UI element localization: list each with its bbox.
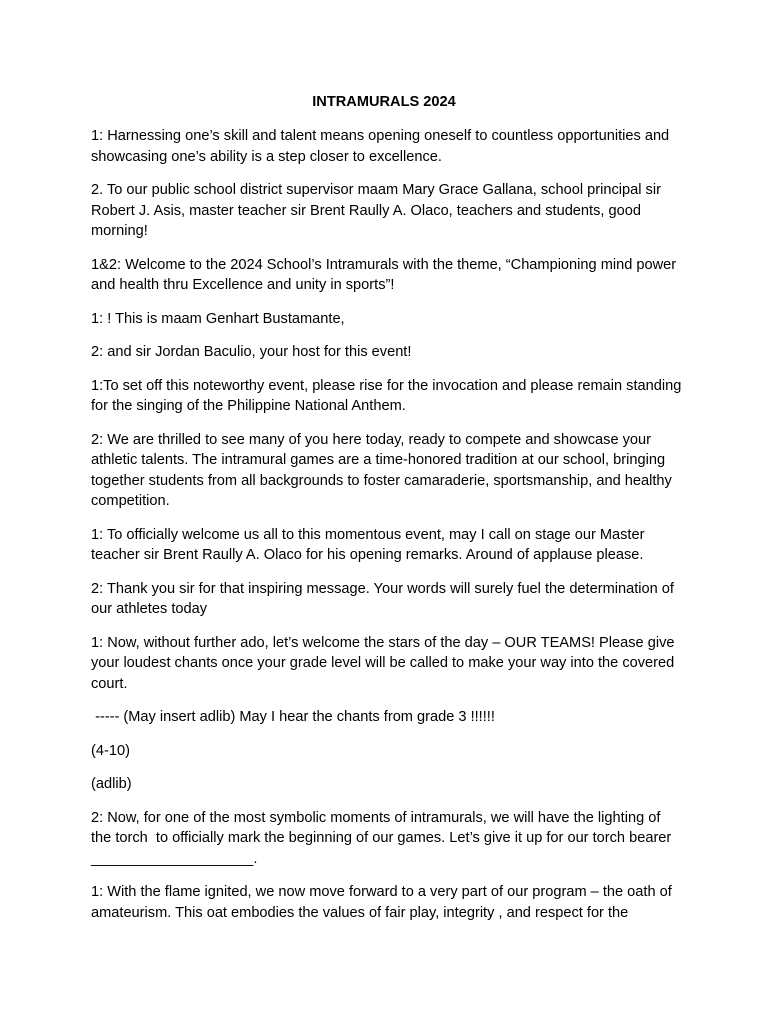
paragraph-torch-lighting: 2: Now, for one of the most symbolic moments of intramurals, we will have the lighting of the torch to officially mark the beginning of our games. Let’s give it up for our torch bearer ____________________. [91,809,676,867]
paragraph-welcome-theme: 1&2: Welcome to the 2024 School’s Intramurals with the theme, “Championing mind power and health thru Excellence and unity in sports”! [91,256,681,293]
paragraph-adlib-chants: ----- (May insert adlib) May I hear the chants from grade 3 !!!!!! [91,709,495,725]
paragraph-teams: 1: Now, without further ado, let’s welcome the stars of the day – OUR TEAMS! Please give your loudest chants once your grade level will be called to make your way into the covered court. [91,634,679,692]
paragraph-host-two: 2: and sir Jordan Baculio, your host for this event! [91,344,412,360]
paragraph-greeting: 2. To our public school district supervisor maam Mary Grace Gallana, school principal sir Robert J. Asis, master teacher sir Brent Raully A. Olaco, teachers and students, good morning! [91,182,665,239]
paragraph-oath: 1: With the flame ignited, we now move forward to a very part of our program – the oath of amateurism. This oat embodies the values of fair play, integrity , and respect for the [91,884,676,921]
paragraph-host-one: 1: ! This is maam Genhart Bustamante, [91,310,345,327]
paragraph-adlib: (adlib) [91,776,132,792]
paragraph-tradition: 2: We are thrilled to see many of you here today, ready to compete and showcase your athletic talents. The intramural games are a time-honored tradition at our school, bringing together students from all backgrounds to foster camaraderie, sportsmanship, and healthy competition. [91,431,676,509]
document-body [91,126,686,936]
paragraph-thanks: 2: Thank you sir for that inspiring message. Your words will surely fuel the determination of our athletes today [91,580,679,617]
paragraph-invocation: 1:To set off this noteworthy event, please rise for the invocation and please remain standing for the singing of the Philippine National Anthem. [91,377,686,414]
paragraph-opening-line: 1: Harnessing one’s skill and talent means opening oneself to countless opportunities and showcasing one’s ability is a step closer to excellence. [91,128,674,165]
document-title: INTRAMURALS 2024 [312,94,456,110]
paragraph-grades: (4-10) [91,742,130,759]
paragraph-opening-remarks: 1: To officially welcome us all to this momentous event, may I call on stage our Master teacher sir Brent Raully A. Olaco for his opening remarks. Around of applause please. [91,526,649,563]
